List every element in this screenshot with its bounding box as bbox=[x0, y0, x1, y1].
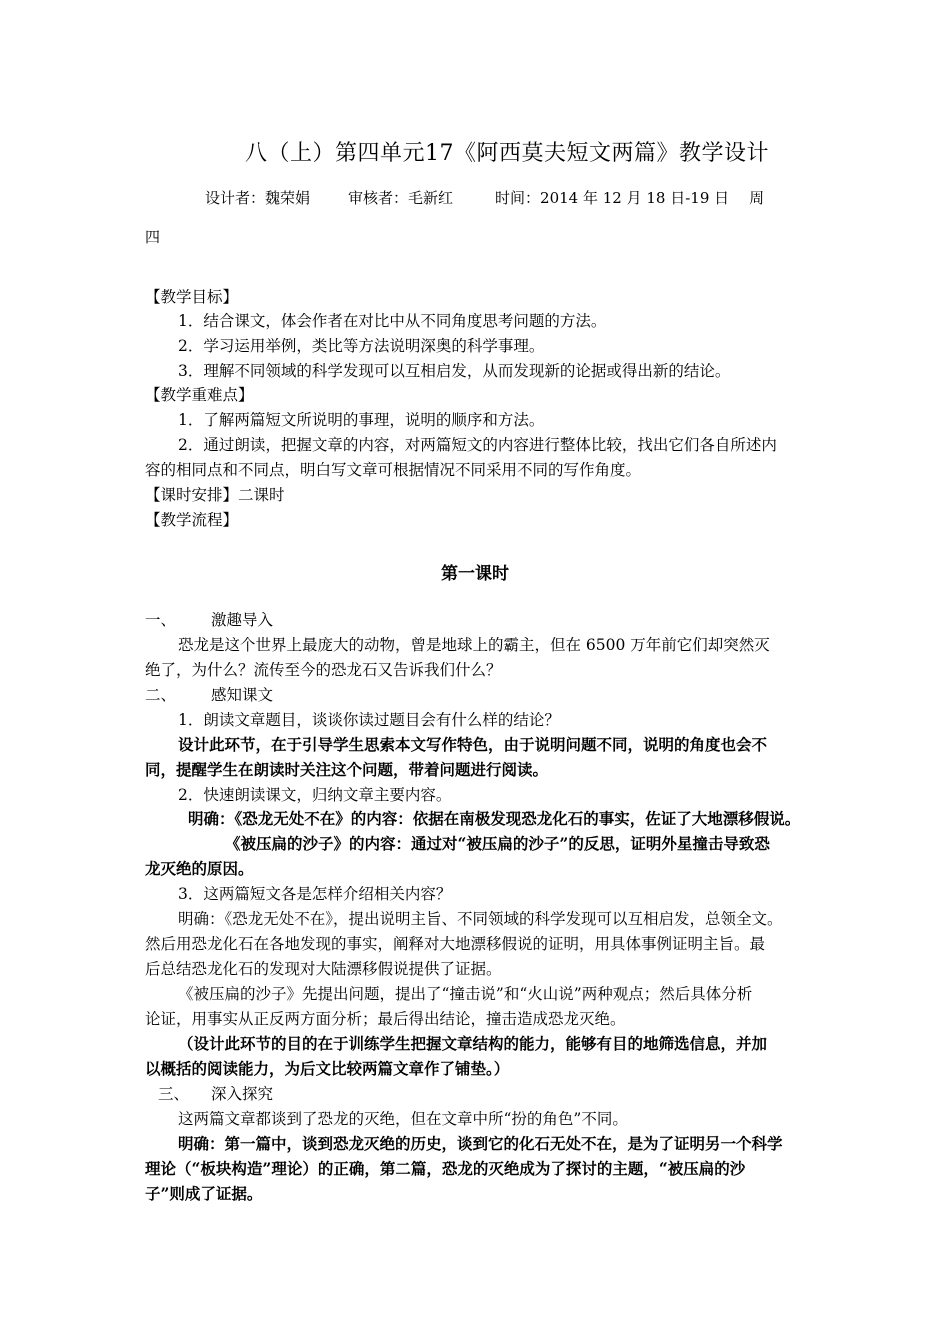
answer-bold: 明确：《恐龙无处不在》的内容：依据在南极发现恐龙化石的事实，佐证了大地漂移假说。 bbox=[188, 809, 801, 828]
paragraph: 《被压扁的沙子》先提出问题，提出了“撞击说”和“火山说”两种观点；然后具体分析 bbox=[178, 985, 753, 1003]
designer-label: 设计者：魏荣娟 bbox=[205, 189, 311, 207]
paragraph: 绝了，为什么？流传至今的恐龙石又告诉我们什么？ bbox=[145, 661, 502, 679]
question: 1．朗读文章题目，谈谈你读过题目会有什么样的结论？ bbox=[178, 711, 560, 729]
document-title: 八（上）第四单元17《阿西莫夫短文两篇》教学设计 bbox=[245, 141, 769, 166]
section-number: 三、 bbox=[158, 1085, 190, 1103]
section-heading bbox=[145, 609, 273, 631]
key-points-heading: 【教学重难点】 bbox=[145, 386, 254, 404]
design-note: 以概括的阅读能力，为后文比较两篇文章作了铺垫。） bbox=[145, 1059, 510, 1078]
document-meta bbox=[205, 187, 764, 208]
section-number: 一、 bbox=[145, 611, 177, 629]
answer-bold: 明确：第一篇中，谈到恐龙灭绝的历史，谈到它的化石无处不在，是为了证明另一个科学 bbox=[178, 1134, 783, 1153]
paragraph: 后总结恐龙化石的发现对大陆漂移假说提供了证据。 bbox=[145, 960, 502, 978]
key-point-item: 1．了解两篇短文所说明的事理，说明的顺序和方法。 bbox=[178, 411, 545, 429]
time-label: 时间：2014 年 12 月 18 日-19 日 bbox=[495, 189, 730, 207]
key-point-item: 2．通过朗读，把握文章的内容，对两篇短文的内容进行整体比较，找出它们各自所述内 bbox=[178, 436, 777, 454]
paragraph: 然后用恐龙化石在各地发现的事实，阐释对大地漂移假说的证明，用具体事例证明主旨。最 bbox=[145, 935, 766, 953]
question: 3．这两篇短文各是怎样介绍相关内容？ bbox=[178, 885, 452, 903]
answer-bold: 理论（“板块构造”理论）的正确，第二篇，恐龙的灭绝成为了探讨的主题，“被压扁的沙 bbox=[145, 1159, 746, 1178]
paragraph: 论证，用事实从正反两方面分析；最后得出结论，撞击造成恐龙灭绝。 bbox=[145, 1010, 626, 1028]
weekday-label: 周 bbox=[749, 189, 765, 207]
key-point-item-continued: 容的相同点和不同点，明白写文章可根据情况不同采用不同的写作角度。 bbox=[145, 461, 642, 479]
schedule-line: 【课时安排】二课时 bbox=[145, 486, 285, 504]
section-number: 二、 bbox=[145, 686, 177, 704]
design-note: 设计此环节，在于引导学生思索本文写作特色，由于说明问题不同，说明的角度也会不 bbox=[178, 735, 768, 754]
answer-bold: 《被压扁的沙子》的内容：通过对“被压扁的沙子”的反思，证明外星撞击导致恐 bbox=[225, 834, 770, 853]
design-note: （设计此环节的目的在于训练学生把握文章结构的能力，能够有目的地筛选信息，并加 bbox=[178, 1034, 768, 1053]
question: 2．快速朗读课文，归纳文章主要内容。 bbox=[178, 786, 452, 804]
paragraph: 恐龙是这个世界上最庞大的动物，曾是地球上的霸主，但在 6500 万年前它们却突然灭 bbox=[178, 636, 770, 654]
section-heading bbox=[145, 684, 273, 706]
section-title: 激趣导入 bbox=[211, 611, 274, 629]
goals-heading: 【教学目标】 bbox=[145, 288, 239, 306]
lesson-heading: 第一课时 bbox=[441, 564, 509, 584]
section-title: 感知课文 bbox=[211, 686, 274, 704]
reviewer-label: 审核者：毛新红 bbox=[348, 189, 454, 207]
answer-bold: 龙灭绝的原因。 bbox=[145, 859, 254, 878]
goal-item: 3．理解不同领域的科学发现可以互相启发，从而发现新的论据或得出新的结论。 bbox=[178, 362, 731, 380]
paragraph: 这两篇文章都谈到了恐龙的灭绝，但在文章中所“扮的角色”不同。 bbox=[178, 1110, 628, 1128]
weekday-label-wrap: 四 bbox=[145, 228, 161, 246]
goal-item: 1．结合课文，体会作者在对比中从不同角度思考问题的方法。 bbox=[178, 312, 607, 330]
section-title: 深入探究 bbox=[211, 1085, 274, 1103]
goal-item: 2．学习运用举例，类比等方法说明深奥的科学事理。 bbox=[178, 337, 545, 355]
design-note: 同，提醒学生在朗读时关注这个问题，带着问题进行阅读。 bbox=[145, 760, 549, 779]
paragraph: 明确：《恐龙无处不在》，提出说明主旨、不同领域的科学发现可以互相启发，总领全文。 bbox=[178, 910, 783, 928]
answer-bold: 子”则成了证据。 bbox=[145, 1184, 263, 1203]
flow-heading: 【教学流程】 bbox=[145, 511, 239, 529]
section-heading bbox=[158, 1083, 273, 1105]
